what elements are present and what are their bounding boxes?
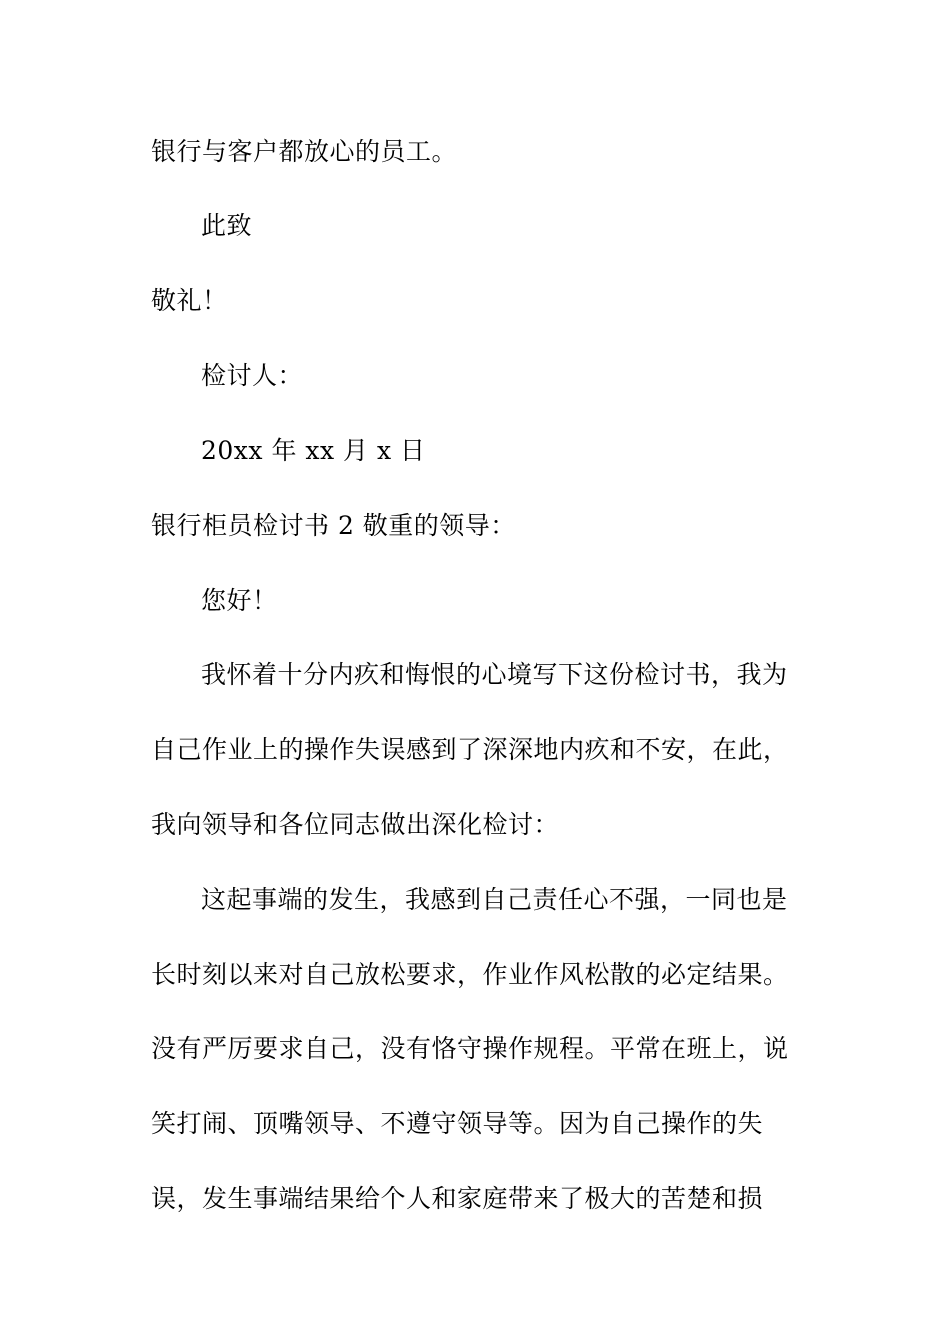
- closing-regards: 敬礼！: [151, 286, 228, 315]
- paragraph-line: 没有严厉要求自己，没有恪守操作规程。平常在班上，说: [151, 1034, 789, 1063]
- paragraph-line: 这起事端的发生，我感到自己责任心不强，一同也是: [201, 885, 788, 914]
- text-line-1: 银行与客户都放心的员工。: [151, 137, 458, 166]
- date-line: 20xx 年 xx 月 x 日: [201, 436, 426, 465]
- paragraph-line: 误，发生事端结果给个人和家庭带来了极大的苦楚和损: [151, 1184, 764, 1213]
- signature-label: 检讨人：: [201, 361, 304, 390]
- paragraph-line: 自己作业上的操作失误感到了深深地内疚和不安，在此，: [151, 735, 789, 764]
- paragraph-line: 长时刻以来对自己放松要求，作业作风松散的必定结果。: [151, 960, 789, 989]
- greeting: 您好！: [201, 586, 278, 615]
- paragraph-line: 我怀着十分内疚和悔恨的心境写下这份检讨书，我为: [201, 660, 788, 689]
- closing-salutation: 此致: [201, 211, 253, 240]
- paragraph-line: 笑打闹、顶嘴领导、不遵守领导等。因为自己操作的失: [151, 1109, 764, 1138]
- section-heading: 银行柜员检讨书 2 敬重的领导：: [151, 511, 516, 540]
- paragraph-line: 我向领导和各位同志做出深化检讨：: [151, 810, 560, 839]
